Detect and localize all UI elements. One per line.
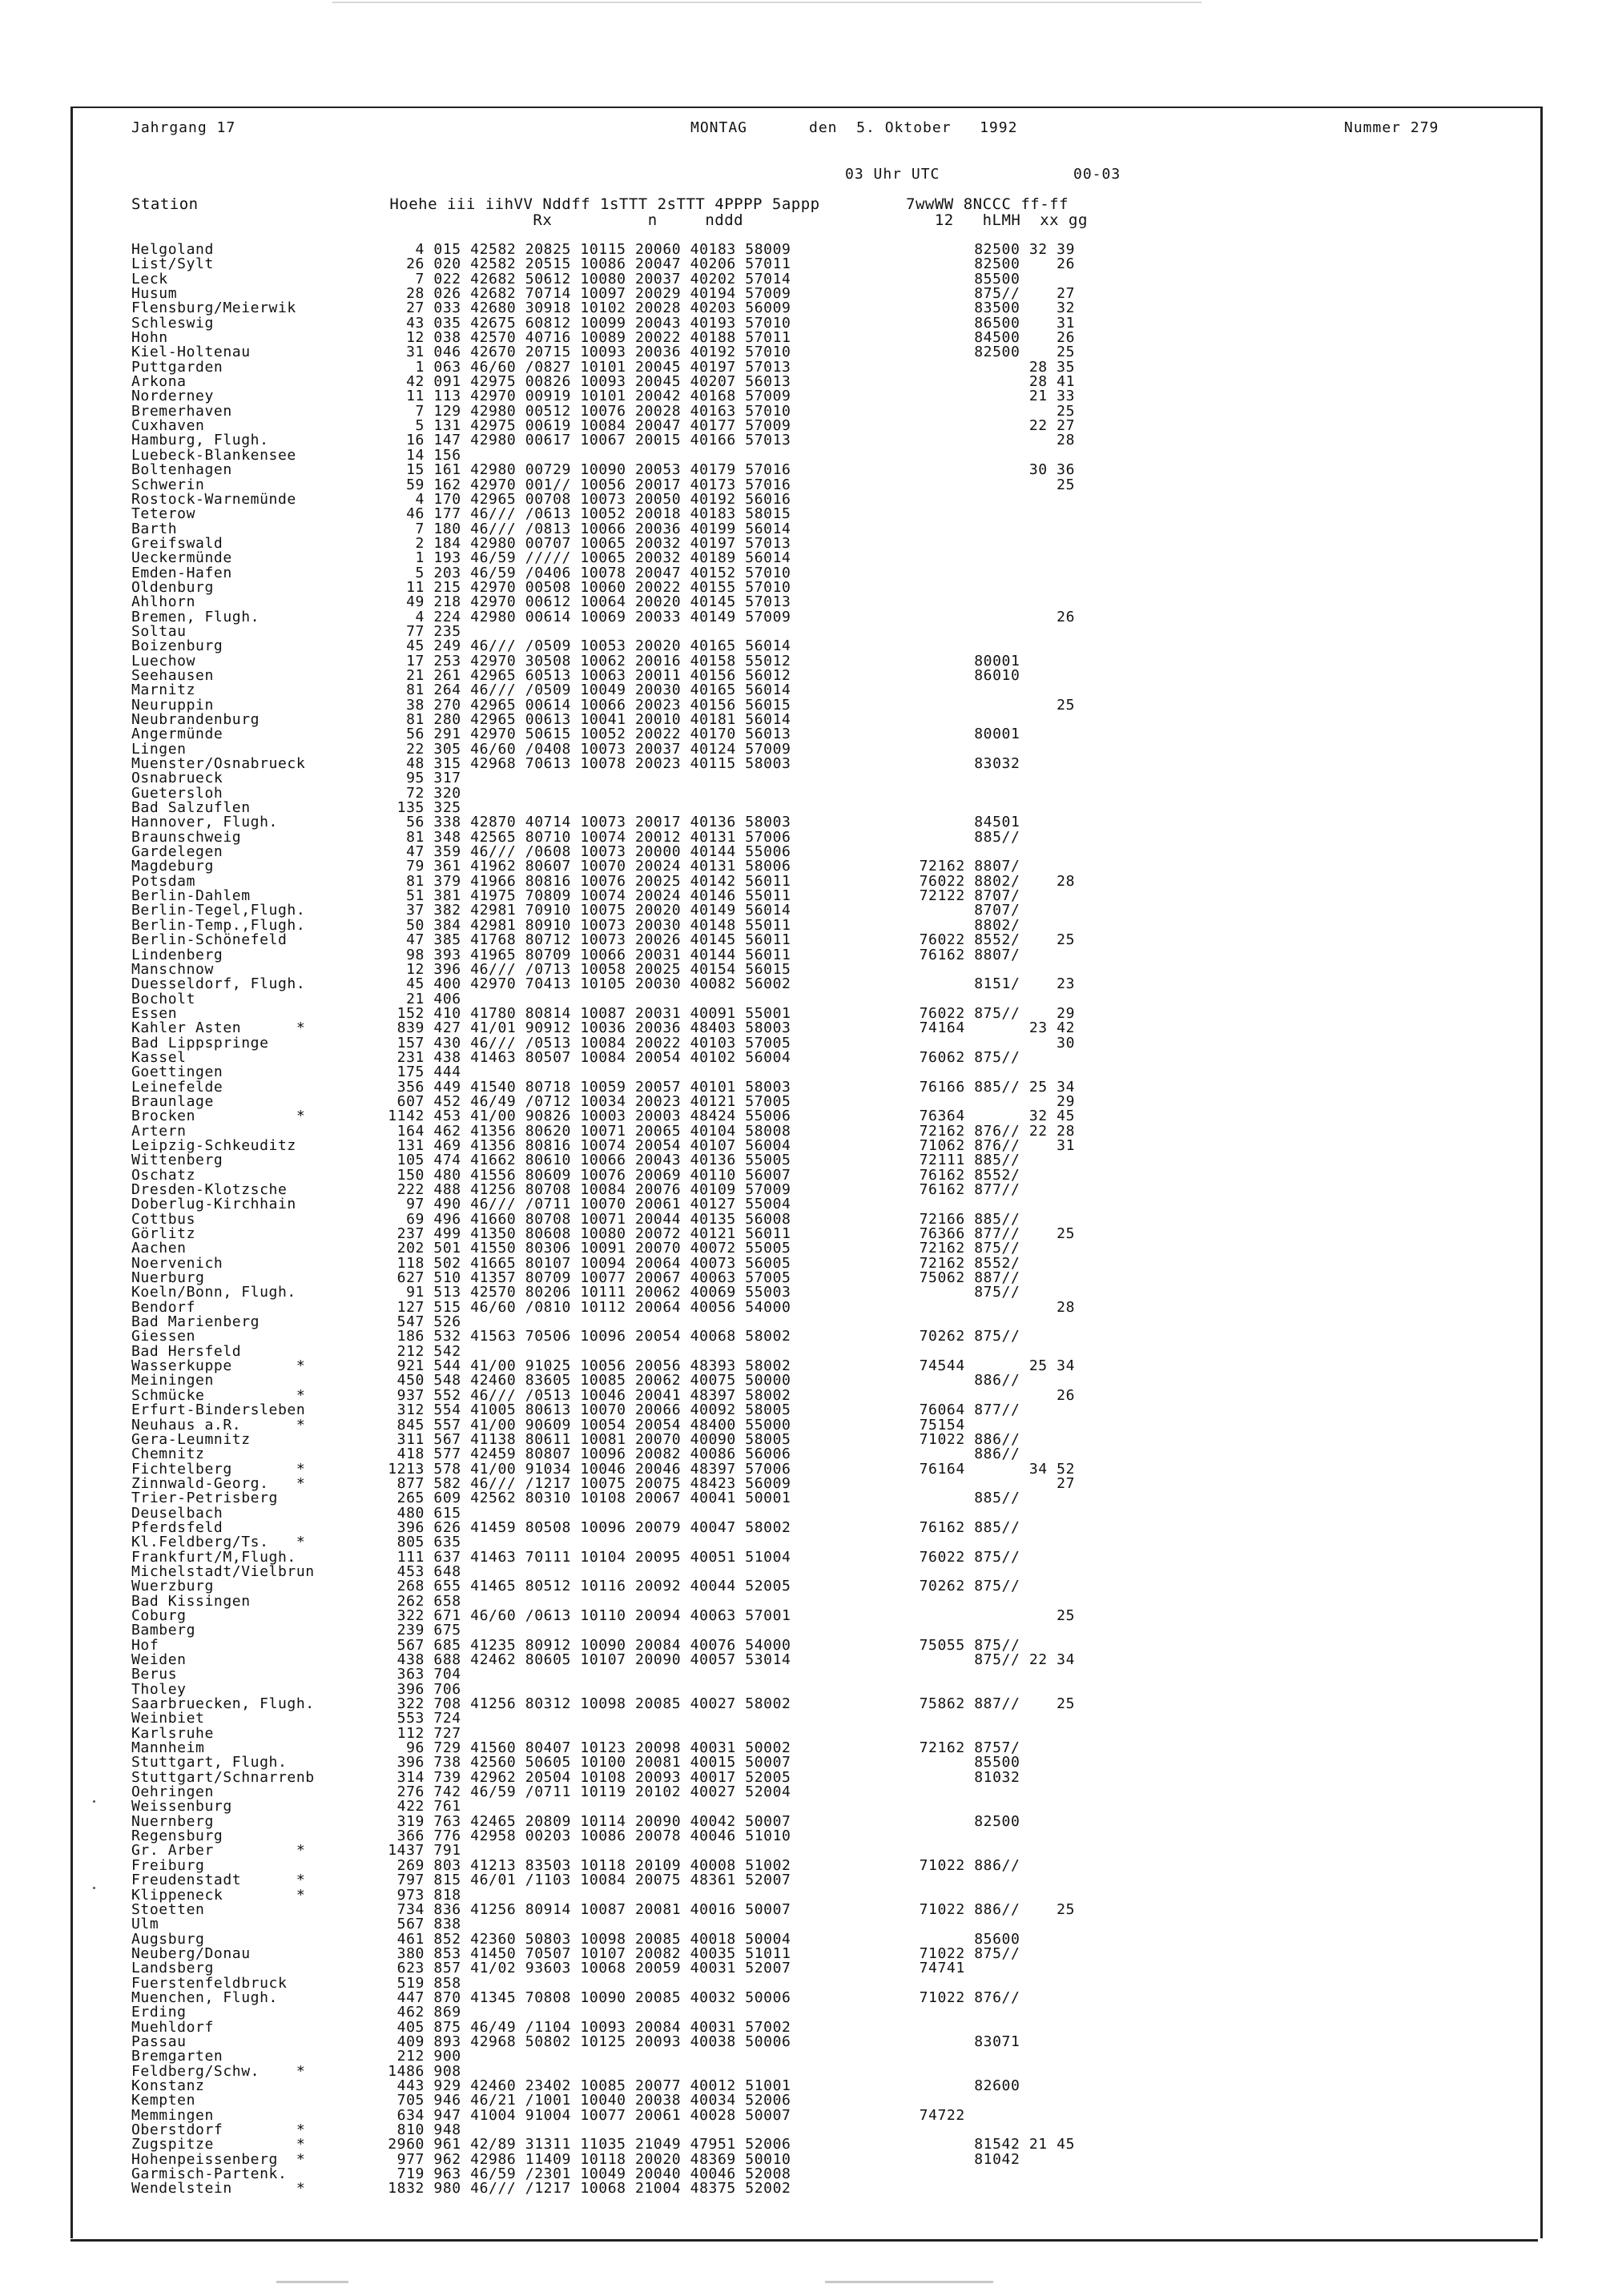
table-row: Artern 164 462 41356 80620 10071 20065 40104 58008 72162 876// 22 28 — [131, 1122, 1076, 1140]
table-row: Bocholt 21 406 — [131, 990, 461, 1007]
table-row: Flensburg/Meierwik 27 033 42680 30918 10102 20028 40203 56009 83500 32 — [131, 300, 1076, 317]
table-row: Kl.Feldberg/Ts. * 805 635 — [131, 1534, 461, 1551]
table-row: Goettingen 175 444 — [131, 1064, 461, 1081]
table-row: Braunlage 607 452 46/49 /0712 10034 20023 40121 57005 29 — [131, 1092, 1076, 1110]
table-row: Neubrandenburg 81 280 42965 00613 10041 20010 40181 56014 — [131, 711, 791, 728]
table-row: Lindenberg 98 393 41965 80709 10066 20031 40144 56011 76162 8807/ — [131, 946, 1020, 963]
table-row: Pferdsfeld 396 626 41459 80508 10096 20079 40047 58002 76162 885// — [131, 1518, 1020, 1536]
table-row: Noervenich 118 502 41665 80107 10094 20064 40073 56005 72162 8552/ — [131, 1254, 1020, 1272]
weekday: MONTAG — [690, 119, 748, 136]
table-row: Nuernberg 319 763 42465 20809 10114 20090 40042 50007 82500 — [131, 1812, 1020, 1830]
table-row: Hof 567 685 41235 80912 10090 20084 40076 54000 75055 875// — [131, 1636, 1020, 1654]
table-row: Erding 462 869 — [131, 2004, 461, 2021]
table-row: Garmisch-Partenk. 719 963 46/59 /2301 10049 20040 40046 52008 — [131, 2165, 791, 2183]
table-row: Klippeneck * 973 818 — [131, 1886, 461, 1904]
table-row: Bremen, Flugh. 4 224 42980 00614 10069 20033 40149 57009 26 — [131, 608, 1076, 625]
table-row: Emden-Hafen 5 203 46/59 /0406 10078 20047 40152 57010 — [131, 564, 791, 581]
column-header-line-1: Station Hoehe iii iihVV Nddff 1sTTT 2sTTT 4PPPP 5appp 7wwWW 8NCCC ff-ff — [131, 195, 1069, 213]
table-row: Barth 7 180 46/// /0813 10066 20036 40199 56014 — [131, 520, 791, 537]
table-row: Ahlhorn 49 218 42970 00612 10064 20020 40145 57013 — [131, 593, 791, 611]
table-row: Berlin-Schönefeld 47 385 41768 80712 10073 20026 40145 56011 76022 8552/ 25 — [131, 931, 1076, 949]
table-row: Lingen 22 305 46/60 /0408 10073 20037 40124 57009 — [131, 740, 791, 758]
period-label: 00-03 — [1073, 166, 1121, 183]
table-row: Leipzig-Schkeuditz 131 469 41356 80816 10074 20054 40107 56004 71062 876// 31 — [131, 1136, 1076, 1154]
table-row: Fichtelberg * 1213 578 41/00 91034 10046 20046 48397 57006 76164 34 52 — [131, 1460, 1076, 1478]
table-row: Bremgarten 212 900 — [131, 2048, 461, 2065]
table-row: Feldberg/Schw. * 1486 908 — [131, 2062, 461, 2080]
table-row: Erfurt-Bindersleben 312 554 41005 80613 10070 20066 40092 58005 76064 877// — [131, 1401, 1020, 1419]
table-row: Freiburg 269 803 41213 83503 10118 20109 40008 51002 71022 886// — [131, 1856, 1020, 1874]
table-row: Schwerin 59 162 42970 001// 10056 20017 40173 57016 25 — [131, 476, 1076, 493]
table-row: Seehausen 21 261 42965 60513 10063 20011 40156 56012 86010 — [131, 666, 1020, 684]
station-table — [131, 243, 1075, 2197]
table-row: Frankfurt/M,Flugh. 111 637 41463 70111 10104 20095 40051 51004 76022 875// — [131, 1548, 1020, 1566]
table-row: Muenchen, Flugh. 447 870 41345 70808 10090 20085 40032 50006 71022 876// — [131, 1988, 1020, 2006]
table-row: Bendorf 127 515 46/60 /0810 10112 20064 40056 54000 28 — [131, 1298, 1076, 1316]
table-row: Greifswald 2 184 42980 00707 10065 20032 40197 57013 — [131, 534, 791, 552]
table-row: Görlitz 237 499 41350 80608 10080 20072 40121 56011 76366 877// 25 — [131, 1225, 1076, 1243]
table-row: Hamburg, Flugh. 16 147 42980 00617 10067 20015 40166 57013 28 — [131, 432, 1076, 449]
table-row: Teterow 46 177 46/// /0613 10052 20018 40183 58015 — [131, 505, 791, 523]
table-row: Kempten 705 946 46/21 /1001 10040 20038 40034 52006 — [131, 2092, 791, 2109]
table-row: Luechow 17 253 42970 30508 10062 20016 40158 55012 80001 — [131, 652, 1020, 669]
table-row: Nuerburg 627 510 41357 80709 10077 20067 40063 57005 75062 887// — [131, 1269, 1020, 1287]
table-row: Braunschweig 81 348 42565 80710 10074 20012 40131 57006 885// — [131, 828, 1020, 846]
table-row: Brocken * 1142 453 41/00 90826 10003 20003 48424 55006 76364 32 45 — [131, 1108, 1076, 1125]
observation-time: 03 Uhr UTC — [845, 166, 940, 183]
table-row: Bremerhaven 7 129 42980 00512 10076 20028 40163 57010 25 — [131, 402, 1076, 420]
table-row: Trier-Petrisberg 265 609 42562 80310 10108 20067 40041 50001 885// — [131, 1490, 1020, 1507]
table-row: Deuselbach 480 615 — [131, 1504, 461, 1522]
table-row: Hohn 12 038 42570 40716 10089 20022 40188 57011 84500 26 — [131, 329, 1076, 347]
table-row: Stoetten 734 836 41256 80914 10087 20081 40016 50007 71022 886// 25 — [131, 1900, 1076, 1918]
table-row: Oschatz 150 480 41556 80609 10076 20069 40110 56007 76162 8552/ — [131, 1166, 1020, 1184]
table-row: Giessen 186 532 41563 70506 10096 20054 40068 58002 70262 875// — [131, 1328, 1020, 1345]
table-row: Gera-Leumnitz 311 567 41138 80611 10081 20070 40090 58005 71022 886// — [131, 1430, 1020, 1448]
table-row: Bad Salzuflen 135 325 — [131, 799, 461, 817]
table-row: Magdeburg 79 361 41962 80607 10070 20024 40131 58006 72162 8807/ — [131, 858, 1020, 875]
table-row: Regensburg 366 776 42958 00203 10086 20078 40046 51010 — [131, 1828, 791, 1845]
table-row: Wasserkuppe * 921 544 41/00 91025 10056 20056 48393 58002 74544 25 34 — [131, 1357, 1076, 1375]
table-row: Soltau 77 235 — [131, 622, 461, 640]
table-row: Bad Marienberg 547 526 — [131, 1313, 461, 1331]
table-row: Stuttgart/Schnarrenb 314 739 42962 20504 10108 20093 40017 52005 81032 — [131, 1768, 1020, 1786]
table-row: Husum 28 026 42682 70714 10097 20029 40194 57009 875// 27 — [131, 285, 1076, 303]
table-row: Weissenburg 422 761 — [131, 1798, 461, 1815]
table-row: Gardelegen 47 359 46/// /0608 10073 20000 40144 55006 — [131, 843, 791, 861]
table-row: Leck 7 022 42682 50612 10080 20037 40202 57014 85500 — [131, 270, 1020, 288]
table-row: Coburg 322 671 46/60 /0613 10110 20094 40063 57001 25 — [131, 1606, 1076, 1624]
bottom-mark — [276, 2281, 348, 2283]
table-row: Berlin-Temp.,Flugh. 50 384 42981 80910 10073 20030 40148 55011 8802/ — [131, 916, 1020, 934]
table-row: Aachen 202 501 41550 80306 10091 20070 40072 55005 72162 875// — [131, 1240, 1020, 1257]
table-row: Saarbruecken, Flugh. 322 708 41256 80312 10098 20085 40027 58002 75862 887// 25 — [131, 1695, 1076, 1713]
table-row: Puttgarden 1 063 46/60 /0827 10101 20045 40197 57013 28 35 — [131, 358, 1076, 376]
table-row: Luebeck-Blankensee 14 156 — [131, 446, 461, 464]
column-header-line-2: Rx n nddd 12 hLMH xx gg — [131, 211, 1088, 229]
table-row: Boltenhagen 15 161 42980 00729 10090 20053 40179 57016 30 36 — [131, 461, 1076, 479]
table-row: Michelstadt/Vielbrun 453 648 — [131, 1562, 461, 1580]
margin-dot — [93, 1800, 95, 1803]
table-row: Freudenstadt * 797 815 46/01 /1103 10084 20075 48361 52007 — [131, 1872, 791, 1889]
table-row: Doberlug-Kirchhain 97 490 46/// /0711 10070 20061 40127 55004 — [131, 1196, 791, 1213]
table-row: Ueckermünde 1 193 46/59 ///// 10065 20032 40189 56014 — [131, 549, 791, 567]
table-row: Berus 363 704 — [131, 1666, 461, 1683]
table-row: Koeln/Bonn, Flugh. 91 513 42570 80206 10111 20062 40069 55003 875// — [131, 1284, 1020, 1301]
table-row: Angermünde 56 291 42970 50615 10052 20022 40170 56013 80001 — [131, 726, 1020, 743]
bottom-rule — [70, 2239, 1538, 2242]
table-row: Bamberg 239 675 — [131, 1622, 461, 1639]
table-row: Ulm 567 838 — [131, 1916, 461, 1933]
table-row: Bad Kissingen 262 658 — [131, 1592, 461, 1610]
table-row: Dresden-Klotzsche 222 488 41256 80708 10084 20076 40109 57009 76162 877// — [131, 1181, 1020, 1198]
table-row: Cuxhaven 5 131 42975 00619 10084 20047 40177 57009 22 27 — [131, 417, 1076, 435]
table-row: Oehringen 276 742 46/59 /0711 10119 20102 40027 52004 — [131, 1783, 791, 1801]
table-row: Mannheim 96 729 41560 80407 10123 20098 40031 50002 72162 8757/ — [131, 1739, 1020, 1757]
table-row: Zinnwald-Georg. * 877 582 46/// /1217 10075 20075 48423 56009 27 — [131, 1474, 1076, 1492]
table-row: Muenster/Osnabrueck 48 315 42968 70613 10078 20023 40115 58003 83032 — [131, 755, 1020, 773]
table-row: Kassel 231 438 41463 80507 10084 20054 40102 56004 76062 875// — [131, 1048, 1020, 1066]
table-row: Weiden 438 688 42462 80605 10107 20090 40057 53014 875// 22 34 — [131, 1651, 1076, 1668]
table-row: Hannover, Flugh. 56 338 42870 40714 10073 20017 40136 58003 84501 — [131, 814, 1020, 831]
table-row: Bad Lippspringe 157 430 46/// /0513 10084 20022 40103 57005 30 — [131, 1034, 1076, 1051]
table-row: Landsberg 623 857 41/02 93603 10068 20059 40031 52007 74741 — [131, 1960, 965, 1977]
table-row: Fuerstenfeldbruck 519 858 — [131, 1974, 461, 1992]
table-row: Neuruppin 38 270 42965 00614 10066 20023 40156 56015 25 — [131, 696, 1076, 714]
table-row: Muehldorf 405 875 46/49 /1104 10093 20084 40031 57002 — [131, 2018, 791, 2036]
table-row: Kiel-Holtenau 31 046 42670 20715 10093 20036 40192 57010 82500 25 — [131, 344, 1076, 361]
table-row: Duesseldorf, Flugh. 45 400 42970 70413 10105 20030 40082 56002 8151/ 23 — [131, 975, 1076, 993]
top-rule — [332, 2, 1202, 3]
table-row: Hohenpeissenberg * 977 962 42986 11409 10118 20020 48369 50010 81042 — [131, 2150, 1020, 2168]
table-row: Cottbus 69 496 41660 80708 10071 20044 40135 56008 72166 885// — [131, 1210, 1020, 1228]
table-row: Bad Hersfeld 212 542 — [131, 1342, 461, 1360]
table-row: Konstanz 443 929 42460 23402 10085 20077 40012 51001 82600 — [131, 2077, 1020, 2094]
table-row: Passau 409 893 42968 50802 10125 20093 40038 50006 83071 — [131, 2033, 1020, 2050]
table-row: Weinbiet 553 724 — [131, 1710, 461, 1727]
table-row: Norderney 11 113 42970 00919 10101 20042 40168 57009 21 33 — [131, 388, 1076, 405]
table-row: Neuhaus a.R. * 845 557 41/00 90609 10054 20054 48400 55000 75154 — [131, 1416, 965, 1433]
issue-number: Nummer 279 — [1344, 119, 1439, 136]
table-row: Rostock-Warnemünde 4 170 42965 00708 10073 20050 40192 56016 — [131, 490, 791, 508]
table-row: Osnabrueck 95 317 — [131, 770, 461, 787]
table-row: Tholey 396 706 — [131, 1680, 461, 1698]
table-row: Marnitz 81 264 46/// /0509 10049 20030 40165 56014 — [131, 682, 791, 699]
table-row: Potsdam 81 379 41966 80816 10076 20025 40142 56011 76022 8802/ 28 — [131, 872, 1076, 890]
table-row: Schleswig 43 035 42675 60812 10099 20043 40193 57010 86500 31 — [131, 314, 1076, 332]
table-row: Boizenburg 45 249 46/// /0509 10053 20020 40165 56014 — [131, 637, 791, 655]
table-row: Memmingen 634 947 41004 91004 10077 20061 40028 50007 74722 — [131, 2106, 965, 2124]
table-row: Neuberg/Donau 380 853 41450 70507 10107 20082 40035 51011 71022 875// — [131, 1944, 1020, 1962]
table-row: Arkona 42 091 42975 00826 10093 20045 40207 56013 28 41 — [131, 373, 1076, 391]
table-row: Manschnow 12 396 46/// /0713 10058 20025 40154 56015 — [131, 960, 791, 978]
table-row: Oldenburg 11 215 42970 00508 10060 20022 40155 57010 — [131, 578, 791, 596]
margin-dot — [93, 1887, 95, 1889]
issue-date: den 5. Oktober 1992 — [809, 119, 1018, 136]
table-row: Oberstdorf * 810 948 — [131, 2121, 461, 2138]
bottom-mark — [825, 2281, 993, 2283]
table-row: Essen 152 410 41780 80814 10087 20031 40091 55001 76022 875// 29 — [131, 1004, 1076, 1022]
table-row: Zugspitze * 2960 961 42/89 31311 11035 21049 47951 52006 81542 21 45 — [131, 2136, 1076, 2153]
table-row: Leinefelde 356 449 41540 80718 10059 20057 40101 58003 76166 885// 25 34 — [131, 1078, 1076, 1096]
table-row: Meiningen 450 548 42460 83605 10085 20062 40075 50000 886// — [131, 1372, 1020, 1389]
table-row: Kahler Asten * 839 427 41/01 90912 10036 20036 48403 58003 74164 23 42 — [131, 1019, 1076, 1037]
table-row: Helgoland 4 015 42582 20825 10115 20060 40183 58009 82500 32 39 — [131, 241, 1076, 258]
table-row: Chemnitz 418 577 42459 80807 10096 20082 40086 56006 886// — [131, 1446, 1020, 1463]
table-row: Gr. Arber * 1437 791 — [131, 1842, 461, 1860]
table-row: Wittenberg 105 474 41662 80610 10066 20043 40136 55005 72111 885// — [131, 1152, 1020, 1169]
table-row: Augsburg 461 852 42360 50803 10098 20085 40018 50004 85600 — [131, 1930, 1020, 1948]
table-row: Karlsruhe 112 727 — [131, 1724, 461, 1742]
table-row: Berlin-Tegel,Flugh. 37 382 42981 70910 10075 20020 40149 56014 8707/ — [131, 902, 1020, 919]
table-row: Stuttgart, Flugh. 396 738 42560 50605 10100 20081 40015 50007 85500 — [131, 1754, 1020, 1771]
jahrgang: Jahrgang 17 — [131, 119, 236, 136]
table-row: Guetersloh 72 320 — [131, 784, 461, 802]
table-row: Schmücke * 937 552 46/// /0513 10046 20041 48397 58002 26 — [131, 1386, 1076, 1404]
table-row: Berlin-Dahlem 51 381 41975 70809 10074 20024 40146 55011 72122 8707/ — [131, 887, 1020, 905]
table-row: List/Sylt 26 020 42582 20515 10086 20047 40206 57011 82500 26 — [131, 255, 1076, 273]
table-row: Wendelstein * 1832 980 46/// /1217 10068 21004 48375 52002 — [131, 2180, 791, 2197]
table-row: Wuerzburg 268 655 41465 80512 10116 20092 40044 52005 70262 875// — [131, 1578, 1020, 1595]
